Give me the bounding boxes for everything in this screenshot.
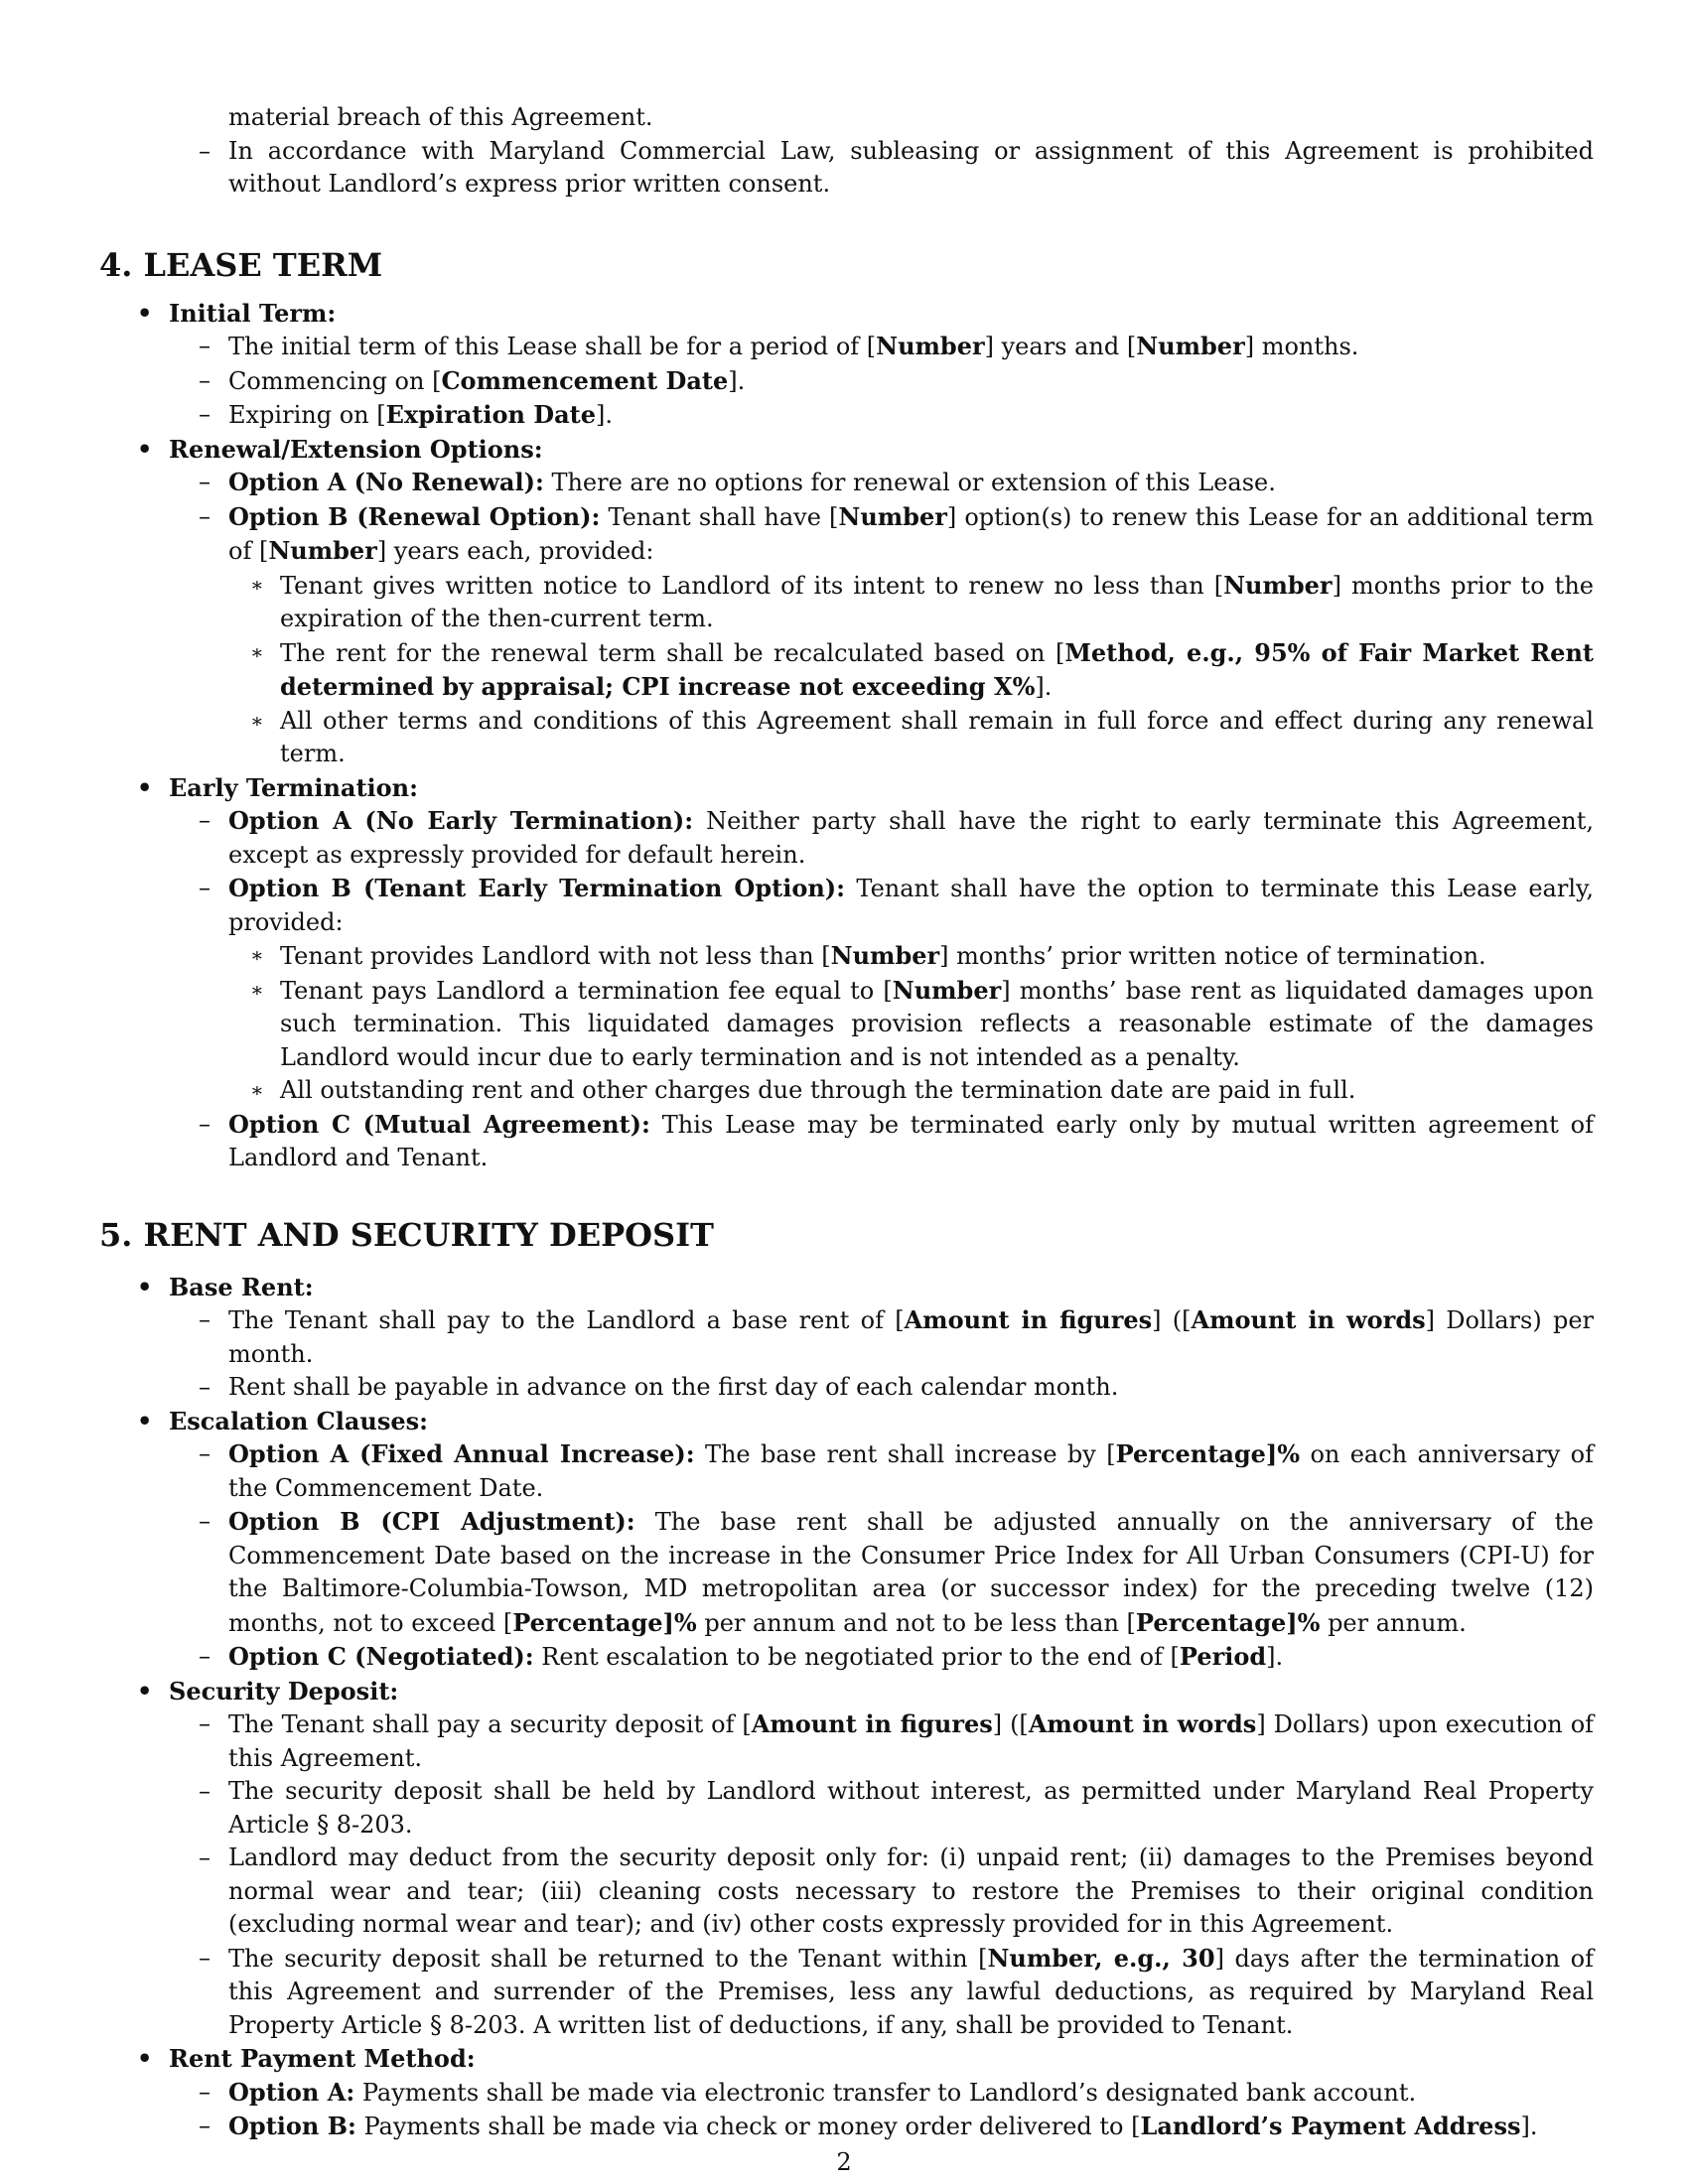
renewal-option-a: – Option A (No Renewal): There are no options for renewal or extension of this Lease. bbox=[99, 466, 1594, 500]
base-rent-amount: – The Tenant shall pay to the Landlord a base rent of [Amount in figures] ([Amount in words] Dollars) per month. bbox=[99, 1303, 1594, 1371]
renewal-terms-item: ∗ All other terms and conditions of this Agreement shall remain in full force and effect during any renewal term. bbox=[99, 705, 1594, 771]
payment-option-b: – Option B: Payments shall be made via check or money order delivered to [Landlord’s Payment Address]. bbox=[99, 2110, 1594, 2144]
initial-term-period: – The initial term of this Lease shall be for a period of [Number] years and [Number] months. bbox=[99, 330, 1594, 364]
termination-outstanding-item: ∗ All outstanding rent and other charges due through the termination date are paid in full. bbox=[99, 1074, 1594, 1108]
renewal-options-label: • Renewal/Extension Options: bbox=[99, 433, 1594, 467]
continued-text: material breach of this Agreement. bbox=[228, 103, 653, 131]
base-rent-label: • Base Rent: bbox=[99, 1271, 1594, 1304]
security-deposit-amount: – The Tenant shall pay a security deposit of [Amount in figures] ([Amount in words] Dollars) upon execution of this Agreement. bbox=[99, 1707, 1594, 1775]
termination-fee-item: ∗ Tenant pays Landlord a termination fee equal to [Number] months’ base rent as liquidated damages upon such termination. This liquidated damages provision reflects a reasonable estimate of the damages Landlord would incur due to early termination and is not intended as a penalty. bbox=[99, 974, 1594, 1075]
renewal-option-b: – Option B (Renewal Option): Tenant shall have [Number] option(s) to renew this Lease for an additional term of [Number] years each, provided: bbox=[99, 500, 1594, 569]
section-heading-rent-security: 5. RENT AND SECURITY DEPOSIT bbox=[99, 1215, 714, 1254]
escalation-option-c: – Option C (Negotiated): Rent escalation to be negotiated prior to the end of [Period]. bbox=[99, 1640, 1594, 1675]
sublease-item: – In accordance with Maryland Commercial Law, subleasing or assignment of this Agreement is prohibited without Landlord’s express prior written consent. bbox=[99, 135, 1594, 202]
renewal-rent-item: ∗ The rent for the renewal term shall be recalculated based on [Method, e.g., 95% of Fair Market Rent determined by appraisal; CPI increase not exceeding X%]. bbox=[99, 636, 1594, 705]
initial-term-label: • Initial Term: bbox=[99, 297, 1594, 331]
escalation-label: • Escalation Clauses: bbox=[99, 1405, 1594, 1438]
section-heading-lease-term: 4. LEASE TERM bbox=[99, 245, 383, 284]
escalation-option-a: – Option A (Fixed Annual Increase): The base rent shall increase by [Percentage]% on each anniversary of the Commencement Date. bbox=[99, 1437, 1594, 1505]
termination-notice-item: ∗ Tenant provides Landlord with not less than [Number] months’ prior written notice of termination. bbox=[99, 939, 1594, 974]
payment-option-a: – Option A: Payments shall be made via electronic transfer to Landlord’s designated bank account. bbox=[99, 2076, 1594, 2111]
renewal-notice-item: ∗ Tenant gives written notice to Landlord of its intent to renew no less than [Number] months prior to the expiration of the then-current term. bbox=[99, 569, 1594, 636]
security-deposit-deductions: – Landlord may deduct from the security deposit only for: (i) unpaid rent; (ii) damages to the Premises beyond normal wear and tear; (iii) cleaning costs necessary to restore the Premises to their original condition (excluding normal wear and tear); and (iv) other costs expressly provided for in this Agreement. bbox=[99, 1842, 1594, 1942]
early-termination-option-c: – Option C (Mutual Agreement): This Lease may be terminated early only by mutual written agreement of Landlord and Tenant. bbox=[99, 1108, 1594, 1175]
security-deposit-return: – The security deposit shall be returned to the Tenant within [Number, e.g., 30] days after the termination of this Agreement and surrender of the Premises, less any lawful deductions, as required by Maryland Real Property Article § 8-203. A written list of deductions, if any, shall be provided to Tenant. bbox=[99, 1942, 1594, 2043]
early-termination-label: • Early Termination: bbox=[99, 771, 1594, 805]
escalation-option-b: – Option B (CPI Adjustment): The base rent shall be adjusted annually on the anniversary of the Commencement Date based on the increase in the Consumer Price Index for All Urban Consumers (CPI-U) for the Baltimore-Columbia-Towson, MD metropolitan area (or successor index) for the preceding twelve (12) months, not to exceed [Percentage]% per annum and not to be less than [Percentage]% per annum. bbox=[99, 1505, 1594, 1640]
initial-term-expiring: – Expiring on [Expiration Date]. bbox=[99, 398, 1594, 433]
security-deposit-held: – The security deposit shall be held by Landlord without interest, as permitted under Maryland Real Property Article § 8-203. bbox=[99, 1775, 1594, 1842]
early-termination-option-a: – Option A (No Early Termination): Neither party shall have the right to early terminate this Agreement, except as expressly provided for default herein. bbox=[99, 804, 1594, 872]
early-termination-option-b: – Option B (Tenant Early Termination Option): Tenant shall have the option to terminate this Lease early, provided: bbox=[99, 872, 1594, 939]
payment-method-label: • Rent Payment Method: bbox=[99, 2042, 1594, 2076]
initial-term-commencing: – Commencing on [Commencement Date]. bbox=[99, 364, 1594, 399]
security-deposit-label: • Security Deposit: bbox=[99, 1675, 1594, 1708]
page-content bbox=[99, 101, 1594, 2144]
page-number: 2 bbox=[836, 2148, 852, 2176]
base-rent-payable: – Rent shall be payable in advance on the first day of each calendar month. bbox=[99, 1371, 1594, 1405]
